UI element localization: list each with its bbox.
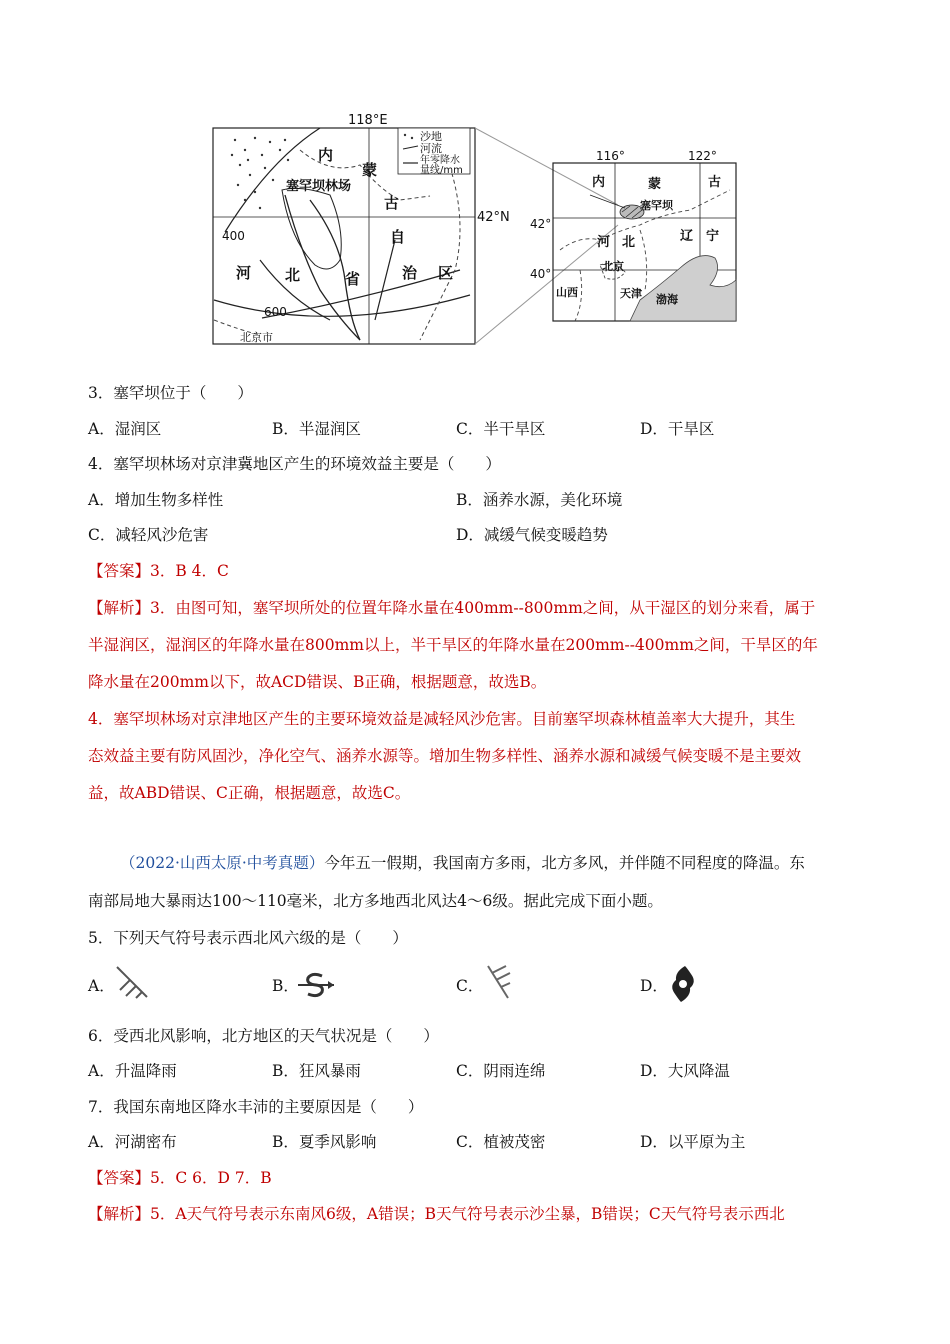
q4-stem: 4．塞罕坝林场对京津冀地区产生的环境效益主要是（ ） (88, 455, 501, 473)
wind-southeast-6-icon (112, 962, 152, 1002)
q7-option-d[interactable]: D．以平原为主 (640, 1133, 746, 1151)
q4-option-b[interactable]: B．涵养水源，美化环境 (456, 491, 623, 509)
answer-3-4: 【答案】3．B 4．C (88, 562, 229, 580)
q3-option-a[interactable]: A．湿润区 (88, 420, 162, 438)
bohai-sea (630, 256, 736, 321)
intro-line1-text: 今年五一假期，我国南方多雨，北方多风，并伴随不同程度的降温。东 (324, 854, 805, 872)
q5-option-d[interactable]: D． (640, 977, 668, 995)
intro-line2: 南部局地大暴雨达100～110毫米，北方多地西北风达4～6级。据此完成下面小题。 (88, 892, 663, 910)
map-label-bei: 北 (285, 266, 301, 284)
q4-option-c[interactable]: C．减轻风沙危害 (88, 526, 209, 544)
r-map-label-shanxi: 山西 (556, 286, 578, 299)
analysis-3-4-line3: 降水量在200mm以下，故ACD错误、B正确，根据题意，故选B。 (88, 673, 547, 691)
left-map (213, 113, 510, 344)
lat-label-42n: 42°N (477, 210, 510, 225)
region-map-figure (0, 0, 950, 360)
lat-label-40: 40° (530, 267, 552, 281)
r-map-label-gu: 古 (708, 175, 722, 190)
q6-option-b[interactable]: B．狂风暴雨 (272, 1062, 361, 1080)
map-label-zi: 自 (390, 228, 406, 246)
r-map-label-beijing: 北京 (602, 260, 624, 273)
q7-option-b[interactable]: B．夏季风影响 (272, 1133, 377, 1151)
q5-stem: 5．下列天气符号表示西北风六级的是（ ） (88, 929, 408, 947)
q3-stem: 3．塞罕坝位于（ ） (88, 384, 253, 402)
legend-sand-label: 沙地 (420, 130, 442, 143)
q3-option-c[interactable]: C．半干旱区 (456, 420, 546, 438)
answer-5-7: 【答案】5．C 6．D 7．B (88, 1169, 272, 1187)
q3-option-b[interactable]: B．半湿润区 (272, 420, 361, 438)
r-map-label-liao: 辽 (680, 229, 694, 244)
map-label-he: 河 (236, 264, 252, 282)
q7-stem: 7．我国东南地区降水丰沛的主要原因是（ ） (88, 1098, 424, 1116)
question-source: （2022·山西太原·中考真题） (120, 854, 325, 872)
q3-option-d[interactable]: D．干旱区 (640, 420, 715, 438)
analysis-3-4-line2: 半湿润区，湿润区的年降水量在800mm以上，半干旱区的年降水量在200mm--400mm之间，干旱区的年 (88, 636, 818, 654)
city-label-beijing: 北京市 (240, 331, 273, 344)
isohyet-label-600: 600 (264, 305, 287, 319)
analysis-5-7-line1: 【解析】5．A天气符号表示东南风6级，A错误；B天气符号表示沙尘暴，B错误；C天气符号表示西北 (88, 1205, 785, 1223)
q5-option-b[interactable]: B． (272, 977, 299, 995)
analysis-3-4-line1: 【解析】3．由图可知，塞罕坝所处的位置年降水量在400mm--800mm之间，从干湿区的划分来看，属于 (88, 599, 816, 617)
r-map-label-saihanba: 塞罕坝 (640, 199, 673, 212)
q6-stem: 6．受西北风影响，北方地区的天气状况是（ ） (88, 1027, 439, 1045)
q6-option-c[interactable]: C．阴雨连绵 (456, 1062, 546, 1080)
q7-option-c[interactable]: C．植被茂密 (456, 1133, 546, 1151)
legend-river-label: 河流 (420, 142, 442, 155)
map-label-meng: 蒙 (362, 161, 378, 179)
intro-line1 (120, 851, 805, 873)
sandstorm-icon (296, 970, 336, 1000)
isohyet-label-400: 400 (222, 229, 245, 243)
lat-label-42: 42° (530, 217, 552, 231)
q5-option-c[interactable]: C． (456, 977, 484, 995)
map-label-saihanba-forest: 塞罕坝林场 (286, 179, 352, 194)
q6-option-a[interactable]: A．升温降雨 (88, 1062, 177, 1080)
lon-label-122: 122° (688, 149, 717, 163)
r-map-label-meng: 蒙 (648, 177, 662, 192)
lon-label-116: 116° (596, 149, 625, 163)
map-label-qu: 区 (438, 264, 454, 282)
r-map-label-tianjin: 天津 (620, 287, 642, 300)
analysis-3-4-line6: 益，故ABD错误、C正确，根据题意，故选C。 (88, 784, 411, 802)
r-map-label-bohai: 渤海 (656, 293, 678, 306)
r-map-label-nei: 内 (592, 175, 606, 190)
analysis-3-4-line5: 态效益主要有防风固沙，净化空气、涵养水源等。增加生物多样性、涵养水源和减缓气候变暖不是主要效 (88, 747, 802, 765)
r-map-label-he: 河 (597, 235, 611, 250)
r-map-label-bei: 北 (622, 235, 636, 250)
legend-isohyet-label-1: 年零降水 (420, 155, 460, 166)
map-label-gu: 古 (384, 194, 400, 212)
map-label-zhi: 治 (402, 264, 418, 282)
legend-isohyet-label-2: 量线/mm (420, 165, 463, 176)
q4-option-d[interactable]: D．减缓气候变暖趋势 (456, 526, 608, 544)
sand-area (231, 137, 289, 209)
typhoon-icon (667, 964, 699, 1004)
map-label-nei: 内 (318, 146, 334, 164)
q7-option-a[interactable]: A．河湖密布 (88, 1133, 177, 1151)
analysis-3-4-line4: 4．塞罕坝林场对京津地区产生的主要环境效益是减轻风沙危害。目前塞罕坝森林植盖率大大提升，其生 (88, 710, 796, 728)
map-label-sheng: 省 (345, 270, 361, 288)
wind-northwest-6-icon (480, 962, 516, 1002)
q4-option-a[interactable]: A．增加生物多样性 (88, 491, 224, 509)
q6-option-d[interactable]: D．大风降温 (640, 1062, 730, 1080)
r-map-label-ning: 宁 (706, 229, 720, 244)
q5-option-a[interactable]: A． (88, 977, 115, 995)
lon-label-118: 118°E (348, 113, 388, 128)
